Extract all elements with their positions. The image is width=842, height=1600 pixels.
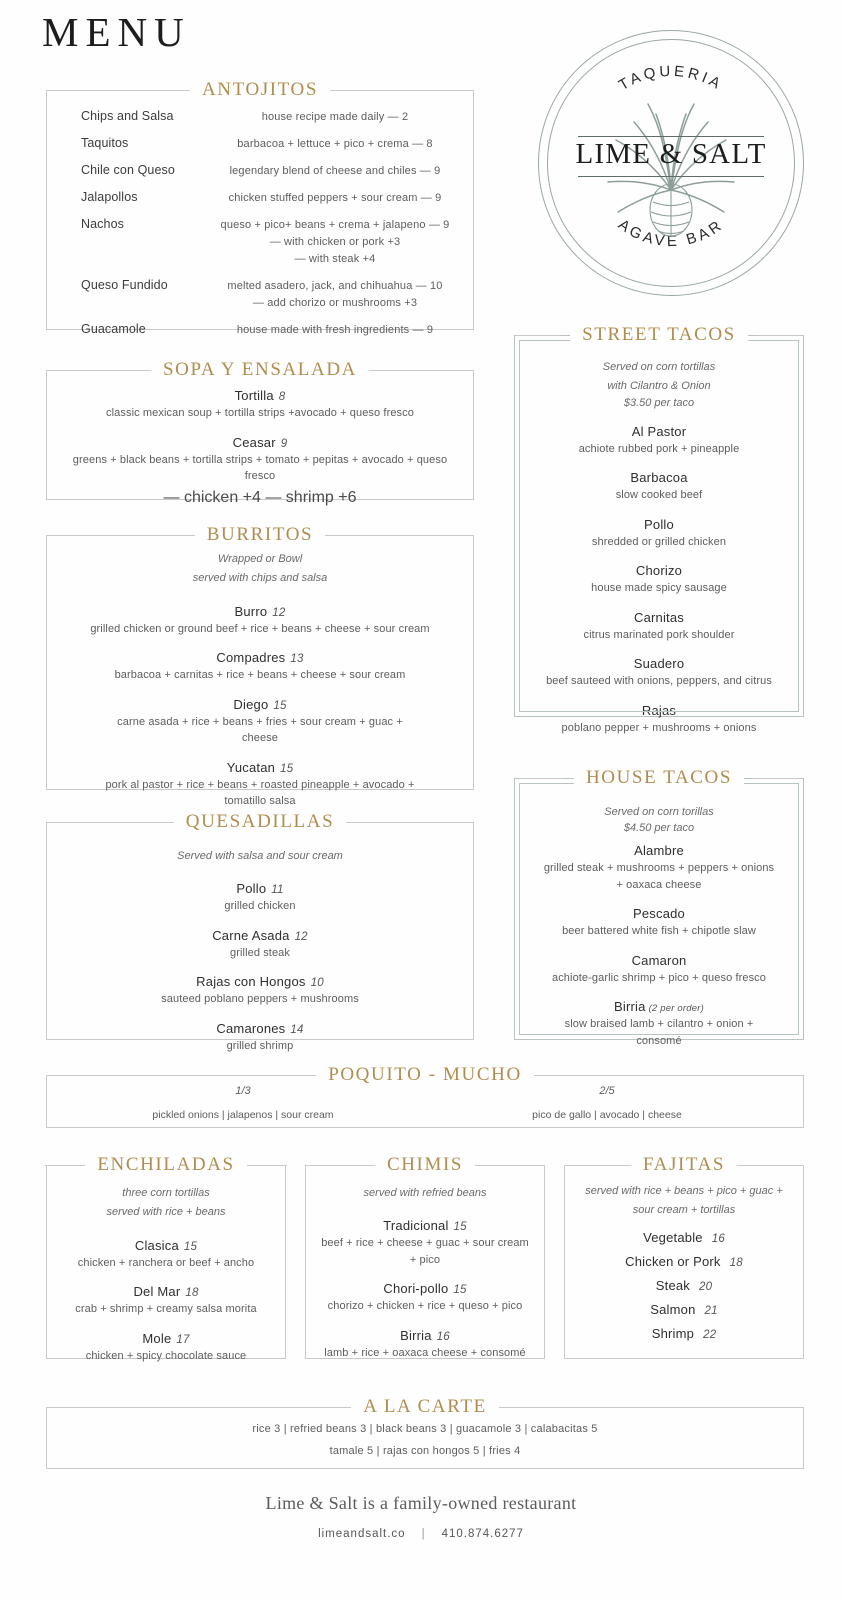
item-price: 21 <box>704 1304 718 1317</box>
item-price: 12 <box>272 606 286 619</box>
menu-item <box>579 1254 789 1269</box>
item-name: Compadres <box>216 650 286 665</box>
item-description <box>211 190 459 207</box>
item-name: Birria <box>400 1327 432 1343</box>
section-quesadillas <box>46 811 474 1052</box>
footer-tagline: Lime & Salt is a family-owned restaurant <box>265 1493 577 1513</box>
item-description: chicken + spicy chocolate sauce <box>85 1349 247 1362</box>
item-name-line <box>61 1331 271 1346</box>
item-name-line <box>579 1254 789 1269</box>
logo-rule-bottom <box>578 176 764 177</box>
item-description: beef + rice + cheese + guac + sour cream + pico <box>321 1237 529 1266</box>
menu-item <box>61 974 459 1008</box>
item-name: Barbacoa <box>630 470 688 485</box>
item-name: Steak <box>655 1277 691 1293</box>
item-name-line <box>579 1230 789 1245</box>
item-name: Tradicional <box>383 1218 449 1234</box>
item-description: beer battered white fish + chipotle slaw <box>562 925 756 938</box>
menu-item <box>320 1281 530 1315</box>
section-chimis <box>305 1154 545 1359</box>
item-price: 11 <box>271 884 284 897</box>
section-title: BURRITOS <box>195 524 325 546</box>
item-name: Pescado <box>633 906 685 922</box>
menu-item <box>533 703 785 737</box>
section-note: served with refried beans <box>363 1187 487 1199</box>
item-name: Birria <box>614 999 646 1015</box>
item-description: beef sauteed with onions, peppers, and citrus <box>546 675 772 687</box>
item-price: 18 <box>185 1287 199 1299</box>
item-name: Queso Fundido <box>81 278 168 293</box>
item-name: Chori-pollo <box>383 1281 449 1297</box>
menu-item <box>61 1284 271 1318</box>
section-enchiladas <box>46 1154 286 1362</box>
item-name: Pollo <box>236 881 267 897</box>
item-desc-line: house made with fresh ingredients — 9 <box>236 324 434 337</box>
menu-item-row <box>61 322 459 339</box>
item-name-line <box>320 1328 530 1343</box>
item-description: achiote-garlic shrimp + pico + queso fresco <box>551 971 766 984</box>
menu-item <box>320 1218 530 1268</box>
item-name: Alambre <box>634 843 684 859</box>
section-title: SOPA Y ENSALADA <box>151 359 369 381</box>
item-name: Clasica <box>134 1237 179 1253</box>
section-burritos <box>46 524 474 807</box>
menu-item <box>579 1278 789 1293</box>
item-desc-line: melted asadero, jack, and chihuahua — 10 <box>227 280 443 293</box>
section-note: served with rice + beans + pico + guac + <box>585 1185 783 1197</box>
item-desc-line: — with chicken or pork +3 <box>269 236 401 249</box>
header-rule-right <box>754 778 799 779</box>
item-price: 14 <box>290 1023 304 1036</box>
item-description <box>211 322 459 339</box>
item-price: 16 <box>436 1330 450 1343</box>
footer-contact <box>0 1528 842 1540</box>
item-name: Nachos <box>81 217 124 232</box>
menu-item <box>533 953 785 987</box>
section-title: A LA CARTE <box>351 1396 499 1418</box>
item-description: carne asada + rice + beans + fries + sour cream + guac + cheese <box>117 715 403 744</box>
menu-item-row <box>61 136 459 153</box>
menu-item <box>533 470 785 504</box>
item-name: Tortilla <box>234 388 274 403</box>
menu-item <box>533 517 785 551</box>
item-name: Diego <box>233 696 269 712</box>
section-title: STREET TACOS <box>570 324 748 346</box>
item-name: Burro <box>234 603 268 619</box>
item-desc-line: house recipe made daily — 2 <box>261 111 409 123</box>
section-note: three corn tortillas <box>122 1187 210 1199</box>
menu-item <box>533 656 785 690</box>
item-name-line <box>61 388 459 403</box>
portion-items: pickled onions | jalapenos | sour cream <box>152 1109 334 1121</box>
item-price: 9 <box>280 437 288 450</box>
portion-items: pico de gallo | avocado | cheese <box>532 1109 682 1121</box>
item-name: Del Mar <box>133 1284 181 1299</box>
section-note: with Cilantro & Onion <box>607 380 711 393</box>
item-name: Chorizo <box>635 563 683 578</box>
item-description: grilled steak <box>230 946 290 959</box>
item-description: grilled shrimp <box>226 1039 294 1052</box>
item-name: Al Pastor <box>631 423 687 439</box>
section-note: served with rice + beans <box>106 1206 226 1219</box>
item-name: Ceasar <box>232 434 276 450</box>
menu-item <box>61 760 459 810</box>
section-title: POQUITO - MUCHO <box>316 1064 534 1086</box>
item-description: house made spicy sausage <box>591 582 727 594</box>
logo-name: LIME & SALT <box>575 138 767 170</box>
item-name: Guacamole <box>81 322 146 337</box>
item-name-line <box>61 1284 271 1299</box>
item-name-line <box>61 604 459 619</box>
svg-text:TAQUERIA: TAQUERIA <box>615 62 726 95</box>
item-name-line <box>61 760 459 775</box>
item-price: 12 <box>294 930 308 943</box>
item-description <box>211 163 459 180</box>
item-description: grilled steak + mushrooms + peppers + onions + oaxaca cheese <box>543 862 775 891</box>
menu-item <box>533 999 785 1049</box>
item-name-line <box>61 435 459 450</box>
menu-item <box>61 697 459 747</box>
item-description: lamb + rice + oaxaca cheese + consomé <box>324 1346 526 1359</box>
item-price: 20 <box>699 1280 713 1293</box>
section-note: sour cream + tortillas <box>632 1204 736 1217</box>
item-description <box>211 278 459 312</box>
section-antojitos <box>46 79 474 337</box>
section-note: Served on corn torillas <box>604 806 714 818</box>
section-addons: — chicken +4 — shrimp +6 <box>163 488 357 506</box>
poquito-mucho-columns <box>61 1085 789 1121</box>
item-name: Carnitas <box>633 609 684 625</box>
menu-item <box>533 843 785 893</box>
poquito-column <box>61 1085 425 1121</box>
section-title: ENCHILADAS <box>85 1154 246 1176</box>
item-desc-line: — add chorizo or mushrooms +3 <box>252 297 418 310</box>
item-name-line <box>579 1302 789 1317</box>
section-title: HOUSE TACOS <box>574 767 744 789</box>
item-name: Mole <box>142 1330 172 1346</box>
item-name-line <box>579 1278 789 1293</box>
item-description: grilled chicken <box>224 900 296 913</box>
item-name: Jalapollos <box>81 190 138 205</box>
menu-item <box>61 435 459 485</box>
menu-item <box>533 424 785 458</box>
item-description: chorizo + chicken + rice + queso + pico <box>327 1300 523 1313</box>
menu-item-row <box>61 278 459 312</box>
menu-item <box>61 881 459 915</box>
item-name: Rajas <box>641 702 677 718</box>
section-fajitas <box>564 1154 804 1359</box>
item-name: Rajas con Hongos <box>196 974 306 990</box>
section-note: Wrapped or Bowl <box>217 553 303 565</box>
item-name: Pollo <box>644 516 674 532</box>
menu-item <box>61 388 459 422</box>
item-name-line <box>320 1218 530 1233</box>
item-name: Chicken or Pork <box>625 1253 721 1269</box>
section-title: QUESADILLAS <box>174 811 347 833</box>
menu-item-row <box>61 217 459 268</box>
menu-item <box>61 604 459 638</box>
item-description <box>211 136 459 153</box>
item-description <box>211 217 459 268</box>
section-note: Served with salsa and sour cream <box>177 850 343 862</box>
item-description: barbacoa + carnitas + rice + beans + cheese + sour cream <box>114 669 406 681</box>
item-name: Shrimp <box>651 1325 695 1341</box>
item-description: sauteed poblano peppers + mushrooms <box>161 993 359 1006</box>
menu-item <box>533 563 785 597</box>
item-price: 22 <box>703 1328 717 1341</box>
item-price: 15 <box>280 762 294 775</box>
item-price: 18 <box>729 1256 743 1269</box>
logo-rule-top <box>578 136 764 137</box>
item-name-line <box>579 1326 789 1341</box>
svg-text:AGAVE BAR: AGAVE BAR <box>614 216 728 251</box>
item-description: greens + black beans + tortilla strips + tomato + pepitas + avocado + queso fresco <box>72 453 448 482</box>
item-desc-line: queso + pico+ beans + crema + jalapeno — 9 <box>220 219 450 232</box>
item-name-line <box>533 999 785 1014</box>
section-price-note: $3.50 per taco <box>623 396 695 409</box>
menu-item-row <box>61 163 459 180</box>
header-rule-left <box>519 778 564 779</box>
section-price-note: $4.50 per taco <box>623 822 695 835</box>
item-description: shredded or grilled chicken <box>591 535 727 548</box>
menu-item <box>579 1326 789 1341</box>
item-desc-line: barbacoa + lettuce + pico + crema — 8 <box>237 138 433 151</box>
section-street-tacos <box>514 324 804 734</box>
item-name: Carne Asada <box>212 927 290 943</box>
page-title: MENU <box>42 9 191 55</box>
item-name: Chips and Salsa <box>81 109 174 123</box>
menu-item <box>533 906 785 940</box>
item-description: slow cooked beef <box>615 489 703 501</box>
footer-separator: | <box>421 1528 426 1540</box>
item-name-line <box>61 1021 459 1036</box>
a-la-carte-line: tamale 5 | rajas con hongos 5 | fries 4 <box>329 1445 521 1457</box>
item-name: Taquitos <box>81 136 129 151</box>
item-price: 15 <box>453 1221 467 1234</box>
menu-item <box>61 1331 271 1365</box>
item-desc-line: — with steak +4 <box>294 253 376 266</box>
item-price: 16 <box>711 1232 725 1245</box>
header-rule-left <box>515 335 560 336</box>
item-price: 15 <box>183 1240 198 1253</box>
item-price: 13 <box>290 653 304 665</box>
item-name: Camarones <box>216 1020 286 1036</box>
item-description: citrus marinated pork shoulder <box>583 628 735 641</box>
menu-item <box>320 1328 530 1362</box>
item-description: pork al pastor + rice + beans + roasted pineapple + avocado + tomatillo salsa <box>105 778 415 807</box>
item-name-line <box>61 697 459 712</box>
section-title: CHIMIS <box>375 1154 475 1176</box>
website-link[interactable]: limeandsalt.co <box>318 1528 406 1540</box>
section-note: served with chips and salsa <box>192 572 328 585</box>
section-a-la-carte <box>46 1396 804 1469</box>
item-description: chicken + ranchera or beef + ancho <box>77 1256 255 1269</box>
section-title: ANTOJITOS <box>190 79 330 101</box>
item-name-line <box>61 974 459 989</box>
a-la-carte-line: rice 3 | refried beans 3 | black beans 3 | guacamole 3 | calabacitas 5 <box>252 1423 598 1435</box>
item-price: 8 <box>278 391 286 403</box>
menu-item <box>579 1230 789 1245</box>
item-desc-line: chicken stuffed peppers + sour cream — 9 <box>228 192 442 205</box>
menu-item-row <box>61 190 459 207</box>
menu-item-row <box>61 109 459 126</box>
menu-item <box>61 1238 271 1272</box>
item-name: Chile con Queso <box>81 163 175 178</box>
item-name-line <box>320 1281 530 1296</box>
menu-item <box>533 610 785 644</box>
portion-label: 2/5 <box>599 1085 615 1097</box>
section-title: FAJITAS <box>631 1154 737 1176</box>
item-name: Camaron <box>631 952 687 968</box>
item-name-line <box>61 1238 271 1253</box>
item-description: achiote rubbed pork + pineapple <box>578 442 740 455</box>
section-note: Served on corn tortillas <box>602 361 716 373</box>
item-price: 15 <box>453 1284 467 1297</box>
item-description: grilled chicken or ground beef + rice + beans + cheese + sour cream <box>90 622 430 635</box>
header-rule-right <box>758 335 803 336</box>
item-price: 15 <box>273 699 287 712</box>
item-description: poblano pepper + mushrooms + onions <box>561 721 757 734</box>
menu-item <box>579 1302 789 1317</box>
item-name: Yucatan <box>226 759 276 775</box>
section-house-tacos <box>514 767 804 1047</box>
item-qualifier: (2 per order) <box>648 1003 704 1015</box>
item-name: Salmon <box>650 1301 696 1317</box>
item-description: slow braised lamb + cilantro + onion + consomé <box>564 1018 754 1047</box>
item-price: 17 <box>176 1333 190 1346</box>
mucho-column <box>425 1085 789 1121</box>
item-name: Vegetable <box>643 1229 703 1245</box>
item-price: 10 <box>310 977 324 990</box>
item-name-line <box>61 881 459 896</box>
portion-label: 1/3 <box>235 1085 251 1097</box>
item-description <box>211 109 459 126</box>
phone-number[interactable]: 410.874.6277 <box>441 1528 524 1540</box>
section-sopa-y-ensalada <box>46 359 474 506</box>
section-poquito-mucho <box>46 1064 804 1128</box>
menu-item <box>61 928 459 962</box>
item-description: classic mexican soup + tortilla strips +avocado + queso fresco <box>106 407 414 419</box>
menu-item <box>61 1021 459 1055</box>
item-desc-line: legendary blend of cheese and chiles — 9 <box>229 165 441 178</box>
item-name-line <box>61 650 459 665</box>
menu-item <box>61 650 459 684</box>
item-name-line <box>61 928 459 943</box>
item-description: crab + shrimp + creamy salsa morita <box>75 1303 257 1315</box>
item-name: Suadero <box>633 656 685 671</box>
logo <box>538 30 804 296</box>
